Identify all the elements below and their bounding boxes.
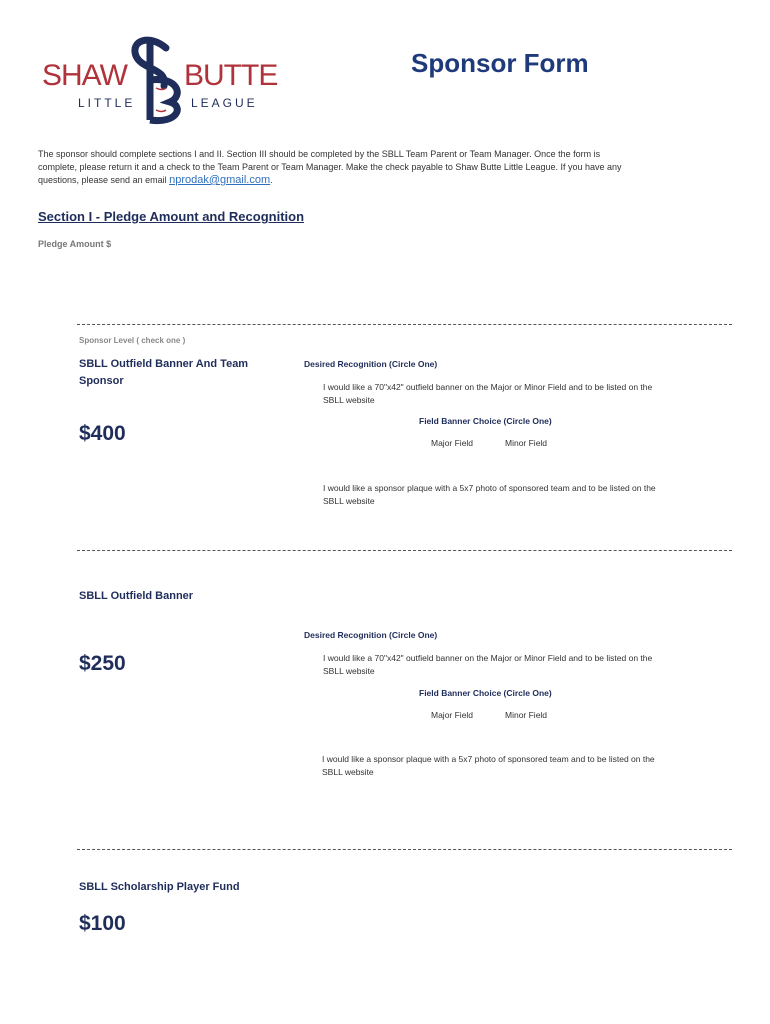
tier-2-recognition-heading: Desired Recognition (Circle One) bbox=[304, 630, 438, 640]
divider bbox=[77, 550, 732, 551]
page-title: Sponsor Form bbox=[411, 48, 589, 78]
logo-sub-left: LITTLE bbox=[78, 96, 136, 110]
tier-2-banner-option-line-2: SBLL website bbox=[323, 666, 375, 676]
tier-2-price: $250 bbox=[79, 652, 126, 675]
tier-1-major-field-option[interactable]: Major Field bbox=[431, 438, 474, 448]
logo-word-right: BUTTE bbox=[184, 59, 278, 92]
sb-monogram bbox=[135, 38, 177, 121]
intro-line-3-end: . bbox=[270, 175, 273, 185]
tier-2-major-field-option[interactable]: Major Field bbox=[431, 710, 474, 720]
intro-line-2: complete, please return it and a check to the Team Parent or Team Manager. Make the check payable to Shaw Butte Little League. If you have any bbox=[38, 162, 622, 172]
tier-1-banner-option-line-2: SBLL website bbox=[323, 395, 375, 405]
pledge-amount-field[interactable] bbox=[125, 234, 325, 252]
section-1-heading: Section I - Pledge Amount and Recognition bbox=[38, 209, 305, 224]
tier-1-name[interactable] bbox=[79, 356, 279, 390]
intro-paragraph bbox=[38, 148, 738, 187]
tier-1-field-choice-heading: Field Banner Choice (Circle One) bbox=[419, 416, 552, 426]
divider bbox=[77, 324, 732, 325]
logo-sub-right: LEAGUE bbox=[191, 96, 258, 110]
tier-2-plaque-option-line-1: I would like a sponsor plaque with a 5x7 photo of sponsored team and to be listed on the bbox=[322, 754, 655, 764]
tier-1-recognition-heading: Desired Recognition (Circle One) bbox=[304, 359, 438, 369]
tier-3-name[interactable]: SBLL Scholarship Player Fund bbox=[79, 881, 240, 893]
pledge-amount-label: Pledge Amount $ bbox=[38, 239, 112, 249]
divider bbox=[77, 849, 732, 850]
intro-line-3-text: questions, please send an email bbox=[38, 175, 170, 185]
tier-1-banner-option-line-1: I would like a 70"x42" outfield banner on the Major or Minor Field and to be listed on the bbox=[323, 382, 653, 392]
tier-3-price: $100 bbox=[79, 912, 126, 935]
tier-2-plaque-option-line-2: SBLL website bbox=[322, 767, 374, 777]
tier-1-name-line-1: SBLL Outfield Banner And Team bbox=[79, 358, 249, 370]
tier-1-banner-option[interactable] bbox=[323, 381, 733, 407]
league-logo bbox=[38, 30, 283, 125]
tier-2-plaque-option[interactable] bbox=[322, 753, 732, 779]
tier-2-field-choice-heading: Field Banner Choice (Circle One) bbox=[419, 688, 552, 698]
tier-1-minor-field-option[interactable]: Minor Field bbox=[505, 438, 548, 448]
tier-2-banner-option-line-1: I would like a 70"x42" outfield banner on the Major or Minor Field and to be listed on the bbox=[323, 653, 653, 663]
email-link[interactable]: nprodak@gmail.com bbox=[169, 174, 271, 186]
tier-2-banner-option[interactable] bbox=[323, 652, 733, 678]
intro-line-1: The sponsor should complete sections I and II. Section III should be completed by the SBLL Team Parent or Team Manager. Once the form is bbox=[38, 149, 601, 159]
tier-2-name[interactable]: SBLL Outfield Banner bbox=[79, 590, 194, 602]
tier-1-price: $400 bbox=[79, 422, 126, 445]
tier-1-name-line-2: Sponsor bbox=[79, 375, 124, 387]
tier-1-plaque-option-line-1: I would like a sponsor plaque with a 5x7 photo of sponsored team and to be listed on the bbox=[323, 483, 656, 493]
logo-word-left: SHAW bbox=[42, 59, 127, 92]
sponsor-level-label: Sponsor Level ( check one ) bbox=[79, 336, 186, 345]
tier-1-plaque-option[interactable] bbox=[323, 482, 733, 508]
tier-2-minor-field-option[interactable]: Minor Field bbox=[505, 710, 548, 720]
tier-1-plaque-option-line-2: SBLL website bbox=[323, 496, 375, 506]
intro-line-3 bbox=[38, 174, 738, 187]
